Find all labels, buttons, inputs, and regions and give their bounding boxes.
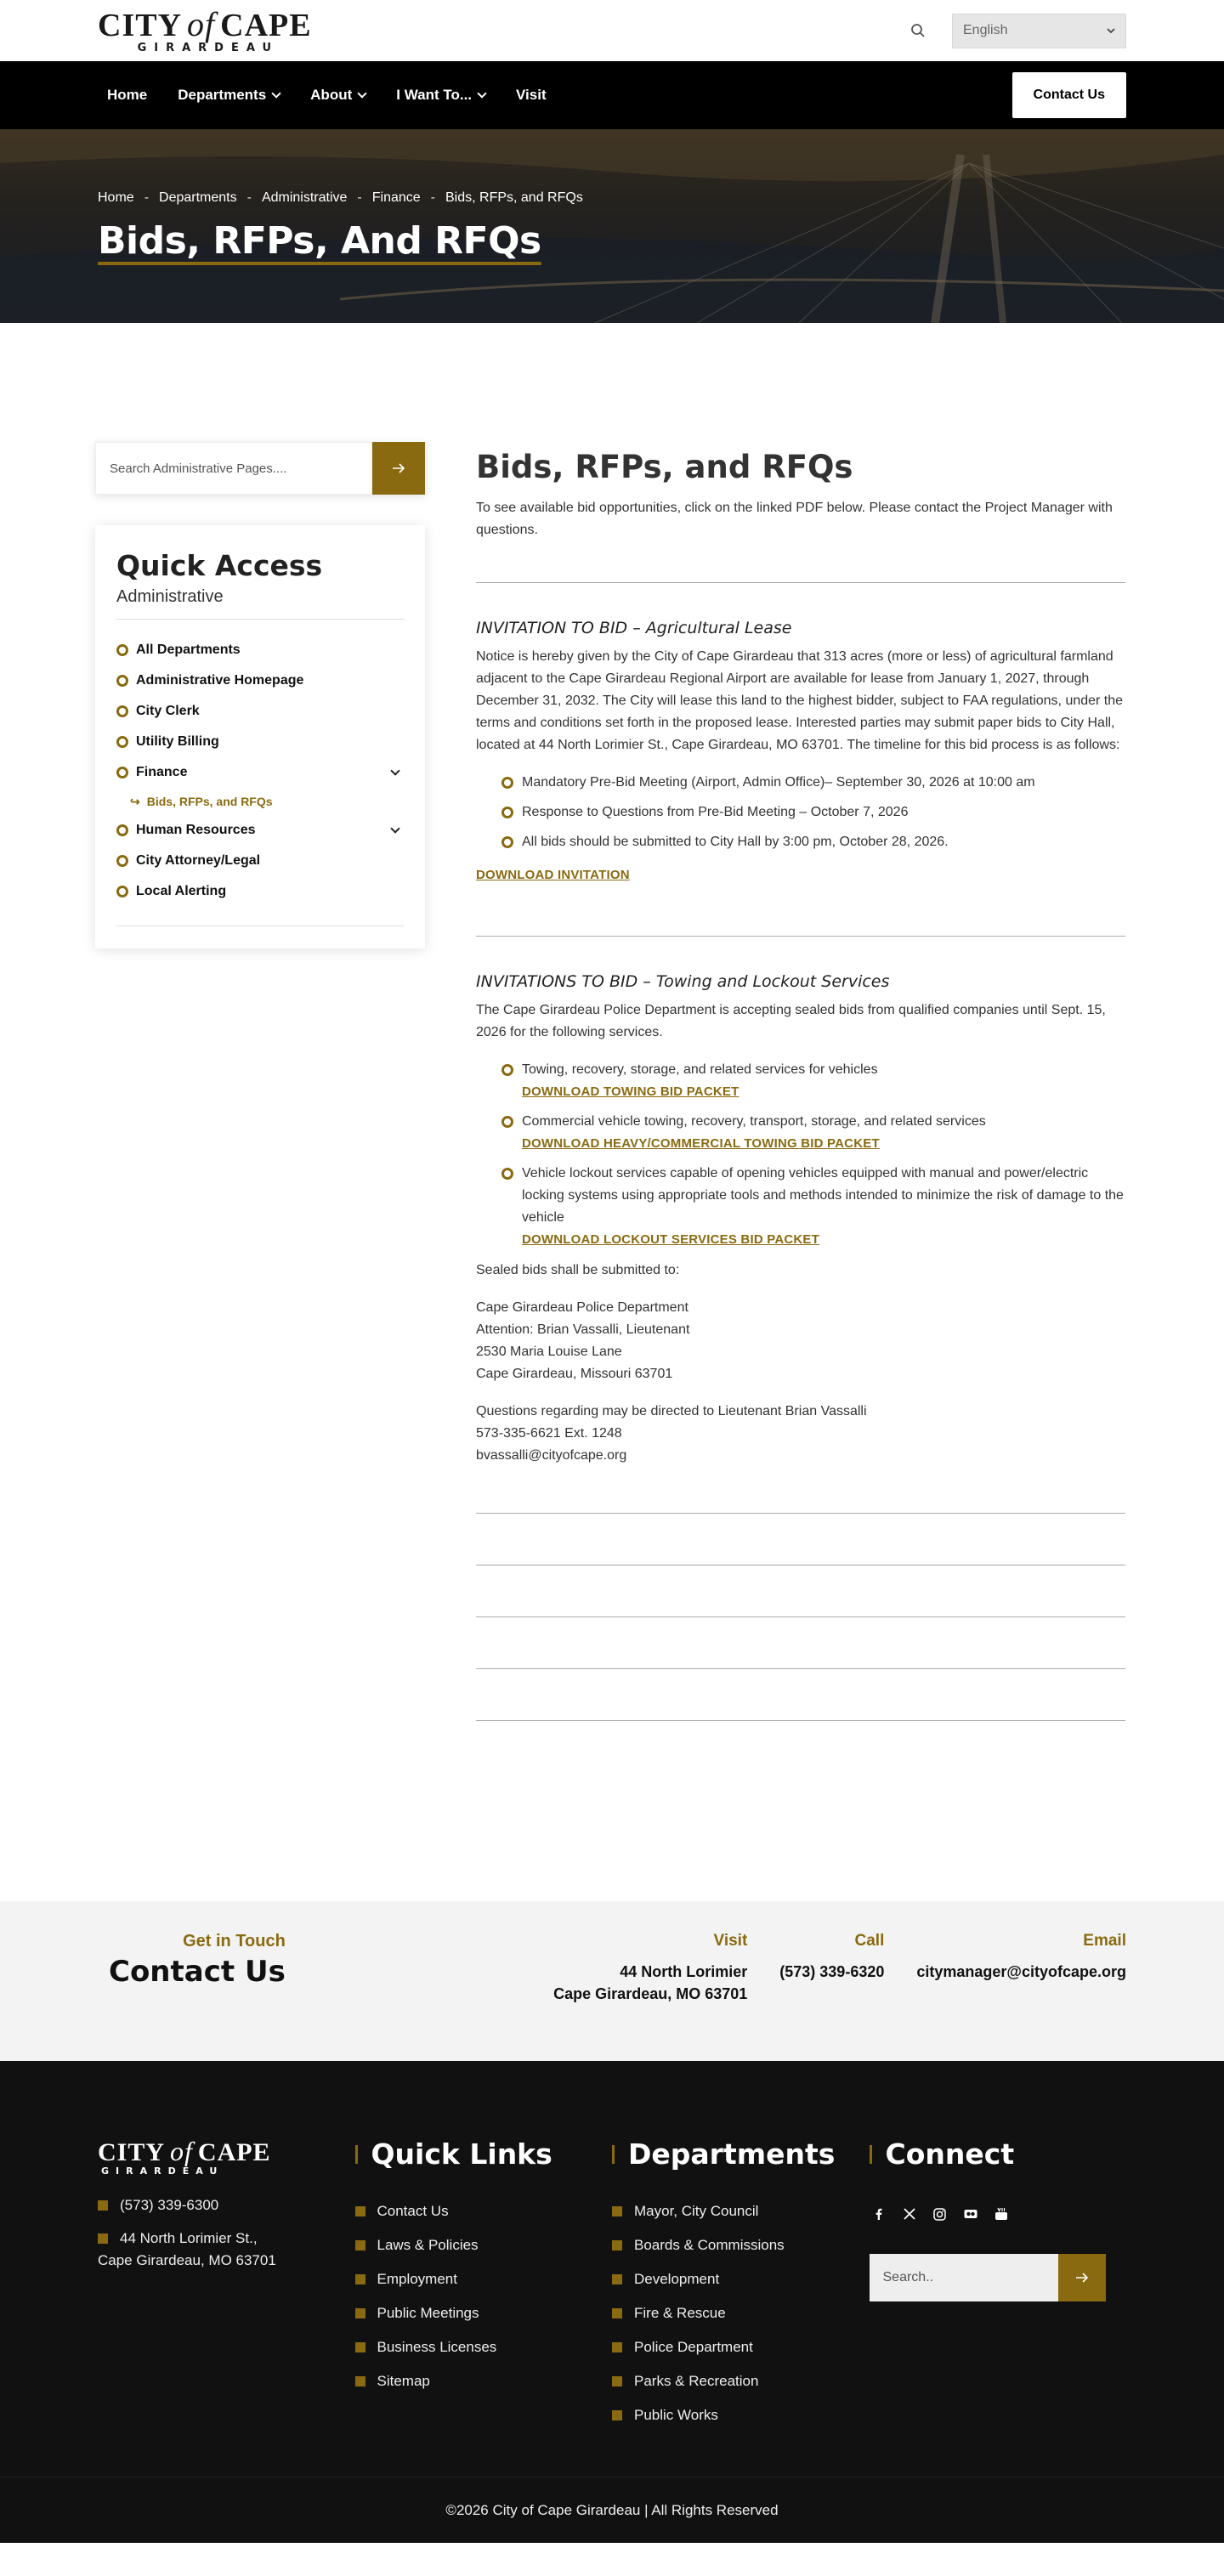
- main-content-area: [0, 323, 1224, 1721]
- nav-departments[interactable]: Departments: [168, 78, 289, 112]
- square-bullet-icon: [355, 2206, 366, 2216]
- site-footer: [0, 2061, 1224, 2543]
- footer-link[interactable]: Sitemap: [355, 2364, 613, 2398]
- list-item: Commercial vehicle towing, recovery, transport, storage, and related services DOWNLOAD HEAVY/COMMERCIAL TOWING BID PACKET: [502, 1111, 1125, 1155]
- footer-link[interactable]: Business Licenses: [355, 2330, 613, 2364]
- nav-visit[interactable]: Visit: [516, 87, 547, 103]
- square-bullet-icon: [612, 2376, 622, 2386]
- footer-link[interactable]: Mayor, City Council: [612, 2194, 870, 2228]
- circle-bullet-icon: [116, 824, 128, 836]
- circle-bullet-icon: [116, 675, 128, 687]
- chevron-down-icon: [358, 88, 367, 98]
- footer-link[interactable]: Development: [612, 2262, 870, 2296]
- timeline-list: [476, 772, 1125, 853]
- circle-bullet-icon: [502, 1116, 513, 1128]
- footer-search-button[interactable]: [1058, 2254, 1106, 2301]
- article-intro: To see available bid opportunities, click on the linked PDF below. Please contact the Project Manager with questions.: [476, 501, 1113, 537]
- divider: [476, 1616, 1125, 1617]
- square-bullet-icon: [98, 2200, 108, 2211]
- x-icon[interactable]: [900, 2205, 919, 2223]
- list-item: Mandatory Pre-Bid Meeting (Airport, Admin Office)– September 30, 2026 at 10:00 am: [502, 772, 1125, 794]
- quick-subitem-bids-rfps-rfqs[interactable]: ↪ Bids, RFPs, and RFQs: [130, 794, 273, 808]
- list-item: All bids should be submitted to City Hall by 3:00 pm, October 28, 2026.: [502, 831, 1125, 853]
- circle-bullet-icon: [116, 767, 128, 778]
- footer-link[interactable]: Contact Us: [355, 2194, 613, 2228]
- footer-link[interactable]: Public Meetings: [355, 2296, 613, 2330]
- sidebar-search: [95, 442, 425, 495]
- breadcrumb-current: Bids, RFPs, and RFQs: [445, 190, 583, 205]
- top-header: [0, 0, 1224, 61]
- sidebar-search-input[interactable]: Search Administrative Pages....: [95, 442, 372, 495]
- circle-bullet-icon: [116, 644, 128, 656]
- social-icons: [870, 2205, 1127, 2223]
- instagram-icon[interactable]: [931, 2205, 949, 2223]
- quick-access-title: Quick Access: [116, 549, 323, 582]
- submit-label: Sealed bids shall be submitted to:: [476, 1263, 680, 1277]
- quick-item-human-resources[interactable]: Human Resources: [116, 815, 404, 846]
- circle-bullet-icon: [502, 1064, 513, 1076]
- footer-search: [870, 2254, 1106, 2301]
- square-bullet-icon: [612, 2308, 622, 2318]
- language-select[interactable]: English: [952, 14, 1126, 48]
- footer-link[interactable]: Fire & Rescue: [612, 2296, 870, 2330]
- main-nav: [0, 61, 1224, 129]
- footer-quick-links-title: Quick Links: [355, 2137, 613, 2171]
- contact-band-title: Contact Us: [109, 1955, 286, 1989]
- submission-address: Cape Girardeau Police Department Attention: Brian Vassalli, Lieutenant 2530 Maria Louise Lane Cape Girardeau, Missouri 63701: [476, 1300, 690, 1381]
- footer-link[interactable]: Laws & Policies: [355, 2228, 613, 2262]
- list-item: Vehicle lockout services capable of opening vehicles equipped with manual and power/electric locking systems using appropriate tools and methods intended to minimize the risk of damage to the vehicle DOWNLOAD LOCKOUT SERVICES BID PACKET: [502, 1163, 1125, 1251]
- chevron-down-icon: [1107, 28, 1115, 34]
- footer-link[interactable]: Employment: [355, 2262, 613, 2296]
- download-towing-link[interactable]: DOWNLOAD TOWING BID PACKET: [522, 1084, 740, 1099]
- sidebar: [95, 442, 425, 1721]
- quick-access-subtitle: Administrative: [116, 587, 404, 620]
- quick-item-all-departments[interactable]: All Departments: [116, 635, 404, 665]
- breadcrumb-finance[interactable]: Finance: [371, 190, 421, 205]
- questions-contact: Questions regarding may be directed to Lieutenant Brian Vassalli 573-335-6621 Ext. 1248 bvassalli@cityofcape.org: [476, 1401, 1125, 1467]
- footer-logo[interactable]: CITY of CAPE GIRARDEAU: [98, 2136, 271, 2177]
- arrow-right-icon: [392, 463, 405, 473]
- contact-email-link[interactable]: citymanager@cityofcape.org: [916, 1963, 1126, 1980]
- circle-bullet-icon: [502, 1168, 513, 1180]
- footer-connect-title: Connect: [870, 2137, 1127, 2171]
- square-bullet-icon: [355, 2274, 366, 2284]
- nav-i-want-to[interactable]: I Want To...: [387, 78, 495, 112]
- footer-address: 44 North Lorimier St., Cape Girardeau, MO 63701: [98, 2230, 276, 2268]
- search-icon[interactable]: [906, 19, 930, 42]
- section-title: INVITATIONS TO BID – Towing and Lockout Services: [476, 972, 890, 991]
- list-item: Towing, recovery, storage, and related services for vehicles DOWNLOAD TOWING BID PACKET: [502, 1059, 1125, 1103]
- circle-bullet-icon: [116, 886, 128, 897]
- contact-band-eyebrow: Get in Touch: [183, 1932, 286, 1950]
- download-invitation-link[interactable]: DOWNLOAD INVITATION: [476, 868, 630, 882]
- breadcrumb: Home - Departments - Administrative - Finance - Bids, RFPs, and RFQs: [98, 190, 583, 205]
- page-hero: [0, 129, 1224, 323]
- contact-call: Call (573) 339-6320: [779, 1932, 884, 2061]
- section-towing-lockout: [476, 972, 1125, 1467]
- facebook-icon[interactable]: [870, 2205, 888, 2223]
- divider: [476, 1720, 1125, 1721]
- breadcrumb-administrative[interactable]: Administrative: [261, 190, 348, 205]
- circle-bullet-icon: [116, 855, 128, 867]
- article-content: [476, 442, 1125, 1721]
- quick-item-finance[interactable]: Finance: [116, 757, 404, 788]
- section-agricultural-lease: [476, 619, 1125, 883]
- circle-bullet-icon: [502, 836, 513, 848]
- download-heavy-towing-link[interactable]: DOWNLOAD HEAVY/COMMERCIAL TOWING BID PACKET: [522, 1136, 880, 1151]
- square-bullet-icon: [612, 2240, 622, 2250]
- arrow-right-icon: [1075, 2273, 1089, 2283]
- quick-item-administrative-homepage[interactable]: Administrative Homepage: [116, 665, 404, 696]
- contact-email: Email citymanager@cityofcape.org: [916, 1932, 1126, 2061]
- section-body: Notice is hereby given by the City of Cape Girardeau that 313 acres (more or less) of agricultural farmland adjacent to the Cape Girardeau Regional Airport are available for lease from January 1, 2027, through December 31, 2032. The City will lease this land to the highest bidder, subject to FAA regulations, under the terms and conditions set forth in the proposed lease. Interested parties may submit paper bids to City Hall, located at 44 North Lorimier St., Cape Girardeau, MO 63701. The timeline for this bid process is as follows:: [476, 649, 1124, 752]
- square-bullet-icon: [355, 2308, 366, 2318]
- quick-item-city-clerk[interactable]: City Clerk: [116, 696, 404, 727]
- square-bullet-icon: [612, 2410, 622, 2420]
- square-bullet-icon: [355, 2342, 366, 2352]
- chevron-down-icon: [477, 88, 486, 98]
- chevron-down-icon[interactable]: [390, 766, 400, 775]
- square-bullet-icon: [98, 2233, 108, 2244]
- quick-item-city-attorney[interactable]: City Attorney/Legal: [116, 846, 404, 876]
- quick-access-list: [116, 635, 404, 926]
- contact-us-button[interactable]: Contact Us: [1012, 72, 1126, 118]
- circle-bullet-icon: [502, 777, 513, 789]
- download-lockout-link[interactable]: DOWNLOAD LOCKOUT SERVICES BID PACKET: [522, 1232, 819, 1247]
- footer-link[interactable]: Parks & Recreation: [612, 2364, 870, 2398]
- section-title: INVITATION TO BID – Agricultural Lease: [476, 619, 792, 637]
- nav-about[interactable]: About: [301, 78, 375, 112]
- circle-bullet-icon: [116, 705, 128, 717]
- square-bullet-icon: [612, 2342, 622, 2352]
- divider: [476, 936, 1125, 937]
- contact-email-link[interactable]: bvassalli@cityofcape.org: [476, 1448, 627, 1463]
- return-arrow-icon: ↪: [130, 794, 140, 808]
- footer-departments: [612, 2137, 870, 2432]
- contact-phone-link[interactable]: (573) 339-6320: [779, 1963, 885, 1980]
- nav-home[interactable]: Home: [107, 87, 148, 103]
- chevron-down-icon[interactable]: [390, 824, 400, 833]
- quick-access-panel: [95, 525, 425, 948]
- footer-phone[interactable]: (573) 339-6300: [98, 2194, 355, 2216]
- divider: [476, 1668, 1125, 1669]
- section-body: The Cape Girardeau Police Department is accepting sealed bids from qualified companies until Sept. 15, 2026 for the following services.: [476, 1003, 1106, 1039]
- circle-bullet-icon: [116, 736, 128, 748]
- flickr-icon[interactable]: [961, 2205, 980, 2223]
- page-title: Bids, RFPs, And RFQs: [98, 219, 541, 263]
- breadcrumb-departments[interactable]: Departments: [159, 190, 237, 205]
- article-title: Bids, RFPs, and RFQs: [476, 449, 853, 485]
- footer-link[interactable]: Police Department: [612, 2330, 870, 2364]
- quick-item-utility-billing[interactable]: Utility Billing: [116, 727, 404, 757]
- footer-connect: [870, 2137, 1127, 2432]
- footer-search-input[interactable]: Search..: [870, 2254, 1058, 2301]
- list-item: Response to Questions from Pre-Bid Meeting – October 7, 2026: [502, 801, 1125, 824]
- square-bullet-icon: [355, 2376, 366, 2386]
- copyright: ©2026 City of Cape Girardeau | All Rights Reserved: [0, 2477, 1224, 2543]
- circle-bullet-icon: [502, 807, 513, 818]
- youtube-icon[interactable]: [992, 2205, 1011, 2223]
- divider: [476, 1513, 1125, 1514]
- footer-info-column: [98, 2137, 355, 2432]
- footer-departments-title: Departments: [612, 2137, 870, 2171]
- contact-band: [0, 1901, 1224, 2061]
- square-bullet-icon: [612, 2206, 622, 2216]
- sidebar-search-button[interactable]: [372, 442, 425, 495]
- contact-visit: Visit 44 North Lorimier Cape Girardeau, MO 63701: [553, 1932, 748, 2002]
- square-bullet-icon: [612, 2274, 622, 2284]
- quick-item-local-alerting[interactable]: Local Alerting: [116, 876, 404, 907]
- footer-link[interactable]: Boards & Commissions: [612, 2228, 870, 2262]
- chevron-down-icon: [271, 88, 280, 98]
- square-bullet-icon: [355, 2240, 366, 2250]
- divider: [476, 582, 1125, 583]
- footer-quick-links: [355, 2137, 613, 2432]
- breadcrumb-home[interactable]: Home: [98, 190, 134, 205]
- footer-link[interactable]: Public Works: [612, 2398, 870, 2432]
- services-list: [476, 1059, 1125, 1251]
- site-logo[interactable]: CITY of CAPE GIRARDEAU: [98, 5, 312, 54]
